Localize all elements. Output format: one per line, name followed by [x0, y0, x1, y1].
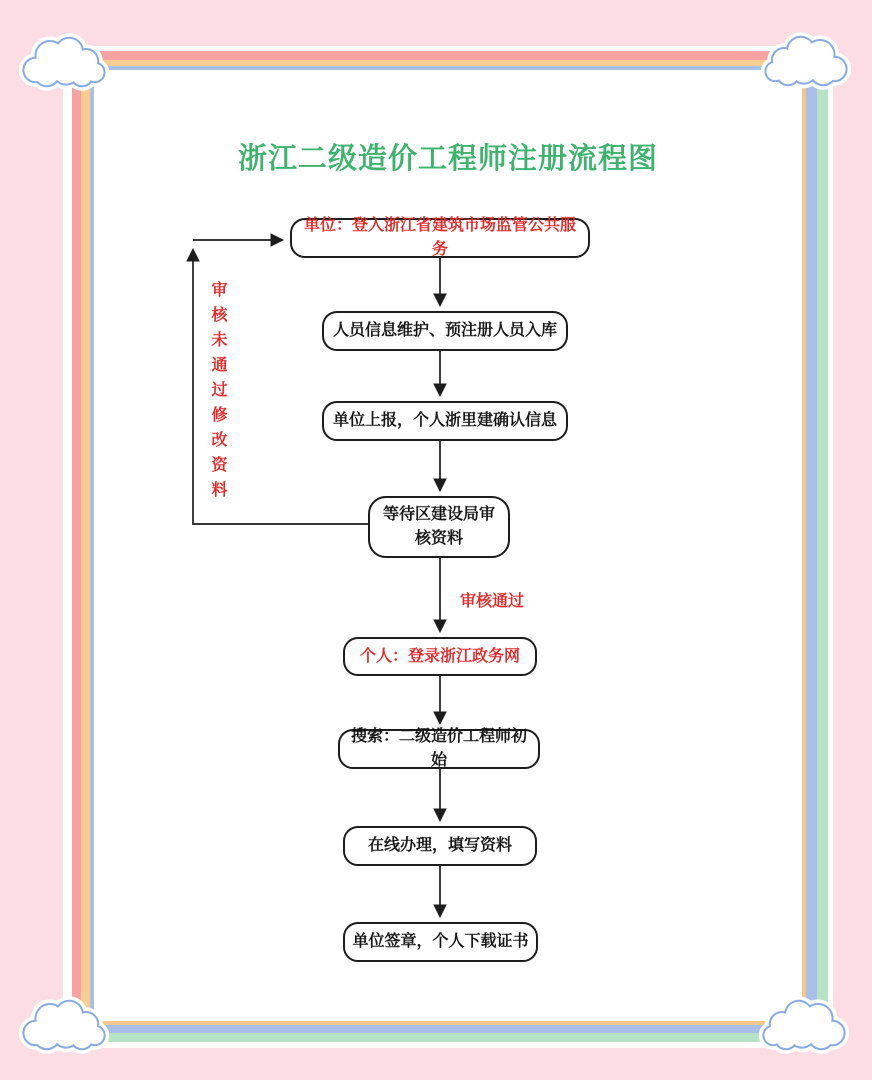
- cloud-icon-bottom-left: [18, 989, 106, 1053]
- flow-node-label: 人员信息维护、预注册人员入库: [332, 322, 557, 339]
- flow-node-personnel-info: [322, 311, 568, 351]
- flow-node-label: 等待区建设局审核资料: [382, 506, 495, 547]
- flow-node-personal-login: [343, 637, 537, 676]
- flow-node-label: 单位签章，个人下载证书: [352, 933, 529, 950]
- flow-node-label: 搜索：二级造价工程师初始: [350, 728, 527, 769]
- cloud-icon-bottom-right: [762, 989, 850, 1053]
- flow-node-download-cert: [343, 922, 538, 962]
- flow-node-unit-report: [322, 401, 568, 441]
- flow-node-label: 单位上报，个人浙里建确认信息: [332, 412, 557, 429]
- flow-node-await-review: [368, 496, 510, 558]
- reject-path-label: 审核未通过修改资料: [209, 281, 226, 506]
- cloud-icon-top-right: [764, 25, 852, 89]
- approve-path-label: 审核通过: [460, 593, 525, 610]
- flow-node-unit-login: [290, 218, 590, 258]
- flow-node-label: 单位：登入浙江省建筑市场监管公共服务: [303, 217, 576, 258]
- cloud-icon-top-left: [18, 26, 106, 90]
- flow-node-label: 个人：登录浙江政务网: [359, 647, 520, 665]
- flow-node-online-apply: [343, 826, 537, 866]
- flow-node-label: 在线办理，填写资料: [367, 837, 512, 854]
- flow-node-search-service: [338, 729, 540, 769]
- page-title: 浙江二级造价工程师注册流程图: [237, 143, 658, 175]
